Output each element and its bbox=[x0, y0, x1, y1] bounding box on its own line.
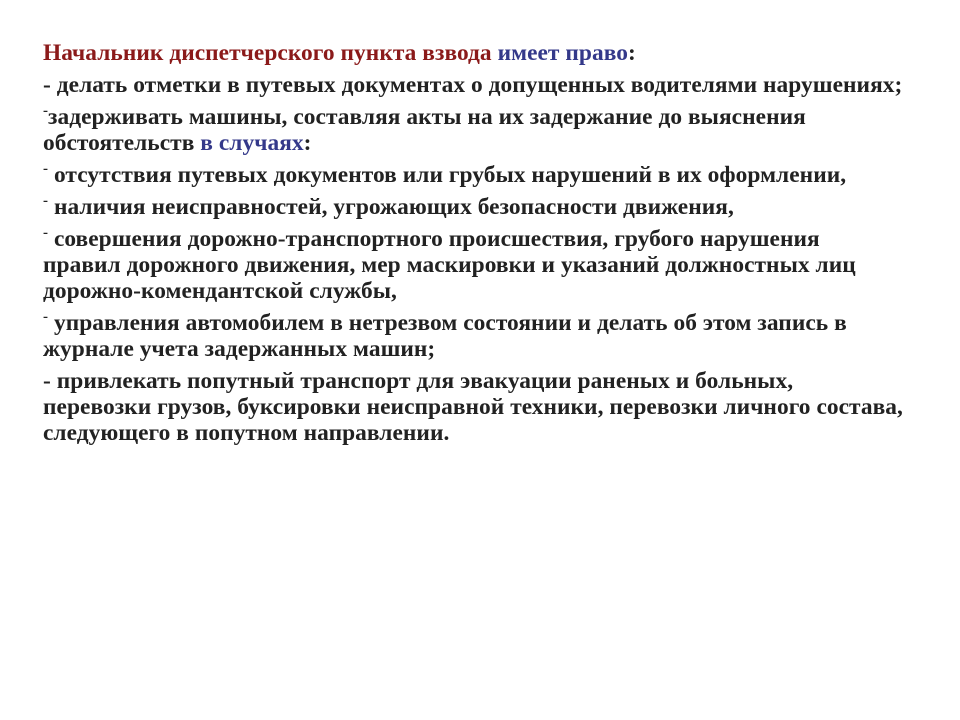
list-item bbox=[43, 104, 903, 156]
item-suffix: : bbox=[303, 130, 312, 156]
item-dash: - bbox=[43, 193, 49, 209]
list-item bbox=[43, 72, 903, 98]
list-item bbox=[43, 162, 903, 188]
heading-lead: Начальник диспетчерского пункта взвода bbox=[43, 40, 498, 66]
list-item bbox=[43, 226, 903, 304]
item-dash: - bbox=[43, 368, 57, 394]
item-dash: - bbox=[43, 161, 49, 177]
item-text: привлекать попутный транспорт для эвакуации раненых и больных, перевозки грузов, буксировки неисправной техники, перевозки личного состава, следующего в попутном направлении. bbox=[43, 368, 903, 446]
item-emphasis: в случаях bbox=[200, 130, 304, 156]
item-text: наличия неисправностей, угрожающих безопасности движения, bbox=[48, 194, 734, 220]
item-text: управления автомобилем в нетрезвом состоянии и делать об этом запись в журнале учета задержанных машин; bbox=[43, 310, 847, 362]
list-item bbox=[43, 310, 903, 362]
heading-paragraph bbox=[43, 40, 903, 66]
list-item bbox=[43, 368, 903, 446]
heading-colon: : bbox=[627, 40, 636, 66]
item-dash: - bbox=[43, 72, 57, 98]
item-text: делать отметки в путевых документах о допущенных водителями нарушениях; bbox=[56, 72, 903, 98]
item-text: совершения дорожно-транспортного происшествия, грубого нарушения правил дорожного движения, мер маскировки и указаний должностных лиц дорожно-комендантской службы, bbox=[43, 226, 856, 304]
item-dash: - bbox=[43, 309, 49, 325]
item-dash: - bbox=[43, 225, 49, 241]
item-text: задерживать машины, составляя акты на их задержание до выяснения обстоятельств bbox=[43, 104, 806, 156]
heading-emphasis: имеет право bbox=[497, 40, 628, 66]
list-item bbox=[43, 194, 903, 220]
item-text: отсутствия путевых документов или грубых нарушений в их оформлении, bbox=[48, 162, 847, 188]
slide-content bbox=[43, 40, 903, 452]
item-dash: - bbox=[43, 103, 49, 119]
